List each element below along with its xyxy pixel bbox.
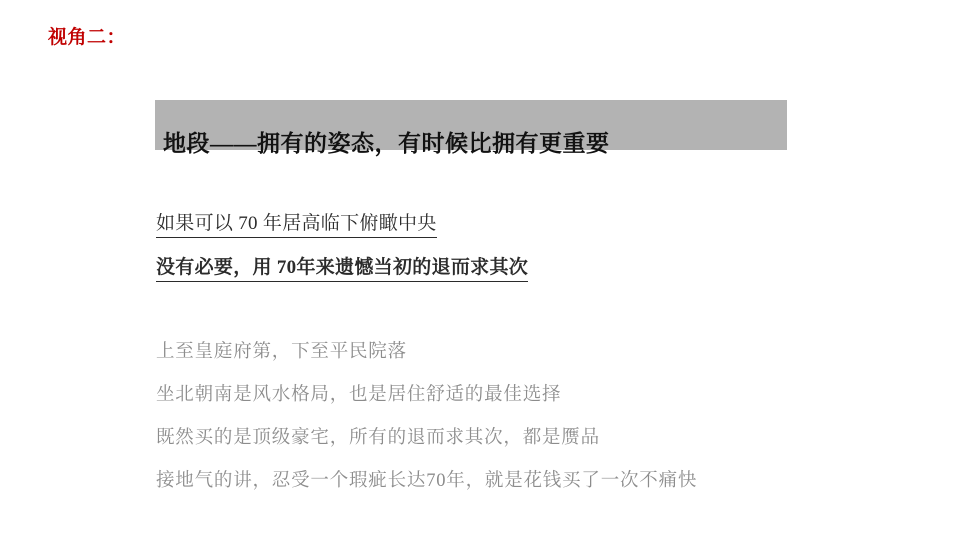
subline-1	[156, 208, 437, 238]
subline-2	[156, 252, 528, 282]
body-line-3: 既然买的是顶级豪宅，所有的退而求其次，都是赝品	[156, 428, 600, 448]
body-line-1: 上至皇庭府第，下至平民院落	[156, 342, 407, 362]
subline-2-text: 没有必要，用 70年来遗憾当初的退而求其次	[156, 252, 528, 282]
viewpoint-label: 视角二：	[48, 27, 127, 48]
body-line-2: 坐北朝南是风水格局，也是居住舒适的最佳选择	[156, 385, 562, 405]
headline-text: 地段——拥有的姿态，有时候比拥有更重要	[163, 131, 610, 156]
body-line-4: 接地气的讲，忍受一个瑕疵长达70年，就是花钱买了一次不痛快	[156, 471, 698, 491]
subline-1-text: 如果可以 70 年居高临下俯瞰中央	[156, 208, 437, 238]
